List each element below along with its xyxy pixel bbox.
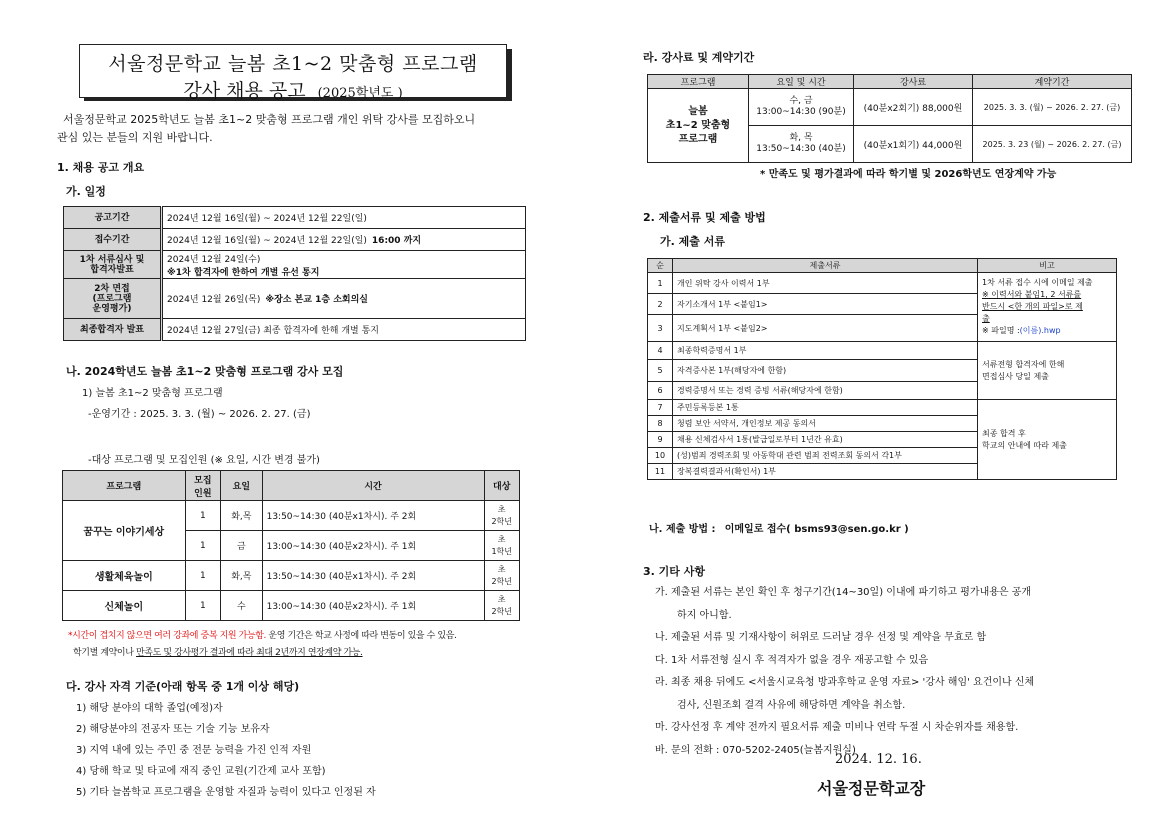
section1-title: 1. 채용 공고 개요: [57, 161, 145, 174]
remark-line: 면접심사 당일 제출: [982, 371, 1049, 381]
fee-table: [647, 74, 1132, 163]
document-remark: [978, 273, 1117, 342]
subtitle-year: (2025학년도 ): [317, 86, 403, 101]
schedule-value-cell: [162, 251, 526, 279]
schedule-row: [64, 229, 526, 251]
schedule-label: 최종합격자 발표: [64, 319, 162, 341]
program-table: [62, 470, 520, 621]
etc-item: 나. 제출된 서류 및 기재사항이 허위로 드러날 경우 선정 및 계약을 무효로 함: [655, 632, 987, 643]
document-name: 청렴 보안 서약서, 개인정보 제공 동의서: [673, 416, 978, 432]
program-time: 13:50~14:30 (40분x1차시). 주 2회: [262, 501, 484, 531]
qual-item: 3) 지역 내에 있는 주민 중 전문 능력을 가진 인적 자원: [76, 745, 312, 756]
schedule-label: 접수기간: [64, 229, 162, 251]
schedule-value-cell: [162, 279, 526, 319]
document-name: 장복결력결과서(확인서) 1부: [673, 464, 978, 480]
schedule-row: [64, 319, 526, 341]
title-box: [79, 44, 507, 102]
program-target: 초 1학년: [484, 531, 520, 561]
document-name: 최종학력증명서 1부: [673, 342, 978, 360]
document-no: 5: [648, 360, 673, 382]
program-name: 신체놀이: [63, 591, 186, 621]
document-row: [648, 342, 1117, 360]
section2-title: 2. 제출서류 및 제출 방법: [643, 211, 766, 224]
document-no: 8: [648, 416, 673, 432]
remark-filename-line: [982, 325, 1112, 337]
etc-item: 마. 강사선정 후 계약 전까지 필요서류 제출 미비나 연락 두절 시 차순위자를 채용함.: [655, 722, 1019, 733]
document-no: 1: [648, 273, 673, 294]
fee-note: * 만족도 및 평가결과에 따라 학기별 및 2026학년도 연장계약 가능: [760, 169, 1057, 180]
document-no: 2: [648, 294, 673, 315]
schedule-row: [64, 207, 526, 229]
program-target: 초 2학년: [484, 591, 520, 621]
fee-row: [648, 89, 1132, 126]
fee-daytime: 수, 금 13:00~14:30 (90분): [749, 89, 854, 126]
fee-amount: (40분x1회기) 44,000원: [854, 126, 973, 163]
program-note-line2: [73, 645, 363, 658]
schedule-value: 2024년 12월 16일(월) ~ 2024년 12월 22일(일): [167, 214, 367, 224]
document-name: 자기소개서 1부 <붙임1>: [673, 294, 978, 315]
qual-item: 1) 해당 분야의 대학 졸업(예정)자: [76, 703, 223, 714]
remark-filename-label: ※ 파일명 :: [982, 326, 1020, 335]
note-red: *시간이 겹치지 않으면 여러 강좌에 중복 지원 가능함.: [68, 631, 266, 641]
schedule-value-cell: [162, 229, 526, 251]
etc-item: 검사, 신원조회 결격 사유에 해당하면 계약을 취소함.: [677, 699, 906, 711]
fee-header-program: 프로그램: [648, 75, 749, 89]
program-target: 초 2학년: [484, 561, 520, 591]
section1-b-title: 나. 2024학년도 늘봄 초1~2 맞춤형 프로그램 강사 모집: [66, 365, 344, 378]
program-name: 꿈꾸는 이야기세상: [63, 501, 186, 561]
document-no: 3: [648, 315, 673, 342]
fee-daytime: 화, 목 13:50~14:30 (40분): [749, 126, 854, 163]
qual-item: 4) 당해 학교 및 타교에 재직 중인 교원(기간제 교사 포함): [76, 766, 326, 777]
submit-method: [649, 520, 909, 535]
schedule-label: 1차 서류심사 및 합격자발표: [64, 251, 162, 279]
document-remark: [978, 400, 1117, 480]
remark-line: 1차 서류 접수 시에 이메일 제출: [982, 278, 1093, 287]
program-target: 초 2학년: [484, 501, 520, 531]
program-time: 13:00~14:30 (40분x2차시). 주 1회: [262, 591, 484, 621]
schedule-note: 16:00 까지: [371, 236, 422, 246]
note-line2b: 만족도 및 강사평가 결과에 따라 최대 2년까지 연장계약 가능.: [135, 648, 363, 658]
document-remark: [978, 342, 1117, 400]
document-name: 경력증명서 또는 경력 증빙 서류(해당자에 한함): [673, 382, 978, 400]
document-no: 6: [648, 382, 673, 400]
remark-line: 최종 합격 후: [982, 428, 1026, 438]
fee-header-fee: 강사료: [854, 75, 973, 89]
program-count: 1: [185, 561, 220, 591]
page-title: 서울정문학교 늘봄 초1~2 맞춤형 프로그램: [108, 53, 478, 75]
etc-item: 다. 1차 서류전형 실시 후 적격자가 없을 경우 재공고할 수 있음: [655, 654, 929, 666]
program-day: 화,목: [221, 561, 263, 591]
remark-line: 출: [982, 314, 990, 323]
schedule-table: [63, 206, 526, 341]
page-subtitle: [80, 76, 506, 103]
program-name: 생활체육놀이: [63, 561, 186, 591]
document-row: [648, 273, 1117, 294]
schedule-row: [64, 251, 526, 279]
program-row: [63, 561, 520, 591]
doc-header-name: 제출서류: [673, 259, 978, 273]
section1-c-title: 다. 강사 자격 기준(아래 항목 중 1개 이상 해당): [66, 680, 300, 693]
program-count: 1: [185, 501, 220, 531]
schedule-value: 2024년 12월 16일(월) ~ 2024년 12월 22일(일): [167, 236, 367, 246]
etc-item: 라. 최종 채용 뒤에도 <서울시교육청 방과후학교 운영 자료> '강사 해임' 요건이나 신체: [655, 677, 1035, 688]
program-time: 13:50~14:30 (40분x1차시). 주 2회: [262, 561, 484, 591]
fee-program: 늘봄 초1~2 맞춤형 프로그램: [648, 89, 749, 163]
schedule-label: 2차 면접 (프로그램 운영평가): [64, 279, 162, 319]
documents-table: [647, 258, 1117, 480]
submit-method-label: 나. 제출 방법 :: [649, 524, 716, 535]
remark-line: 학교의 안내에 따라 제출: [982, 440, 1067, 450]
note-black: 운영 기간은 학교 사정에 따라 변동이 있을 수 있음.: [265, 631, 457, 641]
document-no: 7: [648, 400, 673, 416]
program-row: [63, 591, 520, 621]
schedule-value: 2024년 12월 26일(목): [167, 295, 261, 305]
intro-line1: 서울정문학교 2025학년도 늘봄 초1~2 맞춤형 프로그램 개인 위탁 강사를 모집하오니: [63, 113, 476, 126]
section3-title: 3. 기타 사항: [643, 565, 705, 578]
notice-date: 2024. 12. 16.: [835, 752, 922, 767]
fee-amount: (40분x2회기) 88,000원: [854, 89, 973, 126]
schedule-note: ※1차 합격자에 한하여 개별 유선 통지: [167, 267, 320, 278]
fee-period: 2025. 3. 23 (월) ~ 2026. 2. 27. (금): [973, 126, 1132, 163]
qual-item: 2) 해당분야의 전공자 또는 기술 기능 보유자: [76, 724, 270, 735]
etc-item: 가. 제출된 서류는 본인 확인 후 청구기간(14~30일) 이내에 파기하고 평가내용은 공개: [655, 587, 1032, 598]
section-ra-title: 라. 강사료 및 계약기간: [643, 51, 755, 64]
remark-line: ※ 이력서와 붙임1, 2 서류를: [982, 290, 1082, 299]
document-row: [648, 400, 1117, 416]
document-name: 지도계획서 1부 <붙임2>: [673, 315, 978, 342]
program-note-line1: [68, 628, 538, 641]
document-name: 개인 위탁 강사 이력서 1부: [673, 273, 978, 294]
document-no: 10: [648, 448, 673, 464]
submit-method-value: 이메일로 접수( bsms93@sen.go.kr ): [724, 524, 909, 535]
intro-line2: 관심 있는 분들의 지원 바랍니다.: [57, 131, 213, 144]
document-no: 11: [648, 464, 673, 480]
fee-header-daytime: 요일 및 시간: [749, 75, 854, 89]
etc-list: [655, 582, 1034, 762]
program-row: [63, 501, 520, 531]
qualification-list: [76, 698, 376, 803]
schedule-label: 공고기간: [64, 207, 162, 229]
section1-b-item1: 1) 늘봄 초1~2 맞춤형 프로그램: [82, 388, 223, 399]
program-day: 금: [221, 531, 263, 561]
doc-header-remark: 비고: [978, 259, 1117, 273]
schedule-value-cell: [162, 319, 526, 341]
document-name: (성)범죄 경력조회 및 아동학대 관련 범죄 전력조회 동의서 각1부: [673, 448, 978, 464]
etc-item: 하지 아니함.: [677, 609, 732, 621]
prog-header-time: 시간: [262, 471, 484, 501]
program-time: 13:00~14:30 (40분x2차시). 주 1회: [262, 531, 484, 561]
qual-item: 5) 기타 늘봄학교 프로그램을 운영할 자질과 능력이 있다고 인정된 자: [76, 787, 376, 798]
signer: 서울정문학교장: [817, 779, 926, 798]
schedule-value: 2024년 12월 24일(수): [167, 254, 261, 265]
doc-header-no: 순: [648, 259, 673, 273]
operation-period: -운영기간 : 2025. 3. 3. (월) ~ 2026. 2. 27. (금): [88, 409, 311, 420]
subtitle-text: 강사 채용 공고: [183, 80, 306, 102]
prog-header-day: 요일: [221, 471, 263, 501]
schedule-note: ※장소 본교 1층 소회의실: [265, 295, 369, 305]
document-name: 주민등록등본 1통: [673, 400, 978, 416]
etc-item: 바. 문의 전화 : 070-5202-2405(늘봄지원실): [655, 744, 856, 756]
document-name: 자격증사본 1부(해당자에 한함): [673, 360, 978, 382]
prog-header-program: 프로그램: [63, 471, 186, 501]
section1-a-title: 가. 일정: [66, 185, 106, 198]
target-caption: -대상 프로그램 및 모집인원 (※ 요일, 시간 변경 불가): [88, 455, 320, 466]
remark-filename-value: (이름).hwp: [1019, 326, 1061, 335]
prog-header-count: 모집 인원: [185, 471, 220, 501]
document-no: 4: [648, 342, 673, 360]
schedule-value: 2024년 12월 27일(금) 최종 합격자에 한해 개별 통지: [167, 326, 379, 336]
document-no: 9: [648, 432, 673, 448]
note-line2a: 학기별 계약이나: [73, 648, 136, 658]
schedule-row: [64, 279, 526, 319]
prog-header-target: 대상: [484, 471, 520, 501]
remark-line: 서류전형 합격자에 한해: [982, 359, 1065, 369]
section2-a-title: 가. 제출 서류: [660, 235, 725, 248]
fee-header-period: 계약기간: [973, 75, 1132, 89]
document-name: 채용 신체검사서 1통(발급일로부터 1년간 유효): [673, 432, 978, 448]
program-count: 1: [185, 531, 220, 561]
program-day: 화,목: [221, 501, 263, 531]
remark-line: 반드시 <한 개의 파일>로 제: [982, 302, 1083, 311]
program-day: 수: [221, 591, 263, 621]
schedule-value-cell: [162, 207, 526, 229]
program-count: 1: [185, 591, 220, 621]
fee-period: 2025. 3. 3. (월) ~ 2026. 2. 27. (금): [973, 89, 1132, 126]
